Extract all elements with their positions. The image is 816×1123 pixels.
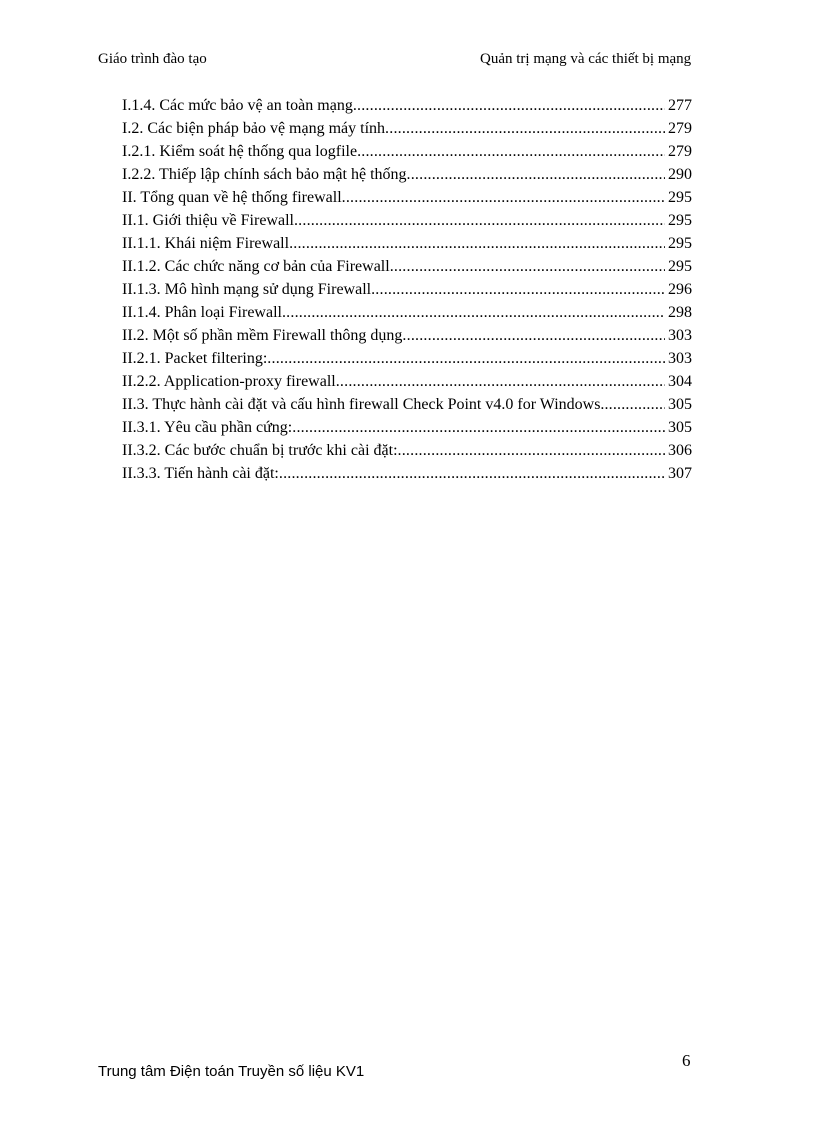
toc-entry-title: II.3.1. Yêu cầu phần cứng: (122, 419, 293, 436)
toc-entry-page: 306 (668, 442, 692, 459)
toc-entry-page: 295 (668, 258, 692, 275)
header-document-title: Giáo trình đào tạo (98, 51, 207, 67)
toc-entry-title: II.3. Thực hành cài đặt và cấu hình firewall Check Point v4.0 for Windows. (122, 396, 605, 413)
toc-dot-leader (407, 163, 665, 186)
toc-entry[interactable] (122, 462, 692, 485)
toc-entry-page: 295 (668, 189, 692, 206)
toc-entry-page: 305 (668, 396, 692, 413)
toc-entry[interactable] (122, 94, 692, 117)
toc-entry-page: 304 (668, 373, 692, 390)
toc-entry[interactable] (122, 232, 692, 255)
toc-entry-title: I.2.2. Thiếp lập chính sách bảo mật hệ thống (122, 166, 407, 183)
toc-entry[interactable] (122, 186, 692, 209)
toc-entry-page: 279 (668, 120, 692, 137)
table-of-contents (122, 94, 692, 485)
toc-entry[interactable] (122, 278, 692, 301)
toc-entry-title: I.2.1. Kiểm soát hệ thống qua logfile (122, 143, 358, 160)
toc-entry-page: 305 (668, 419, 692, 436)
toc-entry[interactable] (122, 393, 692, 416)
toc-dot-leader (398, 439, 665, 462)
toc-entry-page: 295 (668, 212, 692, 229)
toc-entry-title: II.3.3. Tiến hành cài đặt: (122, 465, 279, 482)
toc-entry-title: I.2. Các biện pháp bảo vệ mạng máy tính (122, 120, 386, 137)
page-number: 6 (682, 1051, 691, 1070)
toc-dot-leader (279, 462, 665, 485)
toc-entry[interactable] (122, 370, 692, 393)
toc-entry-title: II.1.1. Khái niệm Firewall (122, 235, 290, 252)
toc-dot-leader (289, 232, 665, 255)
toc-entry[interactable] (122, 140, 692, 163)
toc-dot-leader (402, 324, 665, 347)
toc-dot-leader (342, 186, 665, 209)
toc-dot-leader (371, 278, 665, 301)
toc-entry-title: II.2. Một số phần mềm Firewall thông dụng (122, 327, 403, 344)
toc-entry[interactable] (122, 163, 692, 186)
toc-entry[interactable] (122, 301, 692, 324)
toc-entry-page: 290 (668, 166, 692, 183)
toc-entry[interactable] (122, 255, 692, 278)
toc-entry-title: II. Tổng quan về hệ thống firewall (122, 189, 342, 206)
toc-entry-title: II.3.2. Các bước chuẩn bị trước khi cài đặt: (122, 442, 398, 459)
toc-entry-page: 295 (668, 235, 692, 252)
toc-entry-page: 279 (668, 143, 692, 160)
toc-dot-leader (282, 301, 665, 324)
toc-entry[interactable] (122, 439, 692, 462)
toc-dot-leader (336, 370, 665, 393)
toc-entry[interactable] (122, 324, 692, 347)
toc-entry-title: II.2.1. Packet filtering: (122, 350, 268, 367)
footer-organization: Trung tâm Điện toán Truyền số liệu KV1 (98, 1063, 365, 1080)
toc-entry-page: 298 (668, 304, 692, 321)
toc-entry-page: 277 (668, 97, 692, 114)
toc-dot-leader (353, 94, 665, 117)
toc-entry-title: II.1. Giới thiệu về Firewall (122, 212, 294, 229)
toc-dot-leader (292, 416, 665, 439)
toc-entry-title: II.1.4. Phân loại Firewall (122, 304, 282, 321)
toc-entry-title: II.1.2. Các chức năng cơ bản của Firewall (122, 258, 390, 275)
toc-dot-leader (604, 393, 665, 416)
header-subject-title: Quản trị mạng và các thiết bị mạng (480, 51, 692, 67)
toc-dot-leader (357, 140, 665, 163)
toc-entry-page: 303 (668, 350, 692, 367)
toc-entry-page: 307 (668, 465, 692, 482)
toc-dot-leader (390, 255, 665, 278)
toc-entry-title: II.1.3. Mô hình mạng sử dụng Firewall (122, 281, 372, 298)
toc-dot-leader (294, 209, 665, 232)
toc-entry-title: II.2.2. Application-proxy firewall (122, 373, 336, 390)
toc-entry[interactable] (122, 416, 692, 439)
toc-entry-title: I.1.4. Các mức bảo vệ an toàn mạng (122, 97, 353, 114)
toc-entry[interactable] (122, 347, 692, 370)
toc-entry[interactable] (122, 209, 692, 232)
toc-dot-leader (267, 347, 665, 370)
toc-entry-page: 296 (668, 281, 692, 298)
toc-dot-leader (385, 117, 665, 140)
toc-entry[interactable] (122, 117, 692, 140)
toc-entry-page: 303 (668, 327, 692, 344)
